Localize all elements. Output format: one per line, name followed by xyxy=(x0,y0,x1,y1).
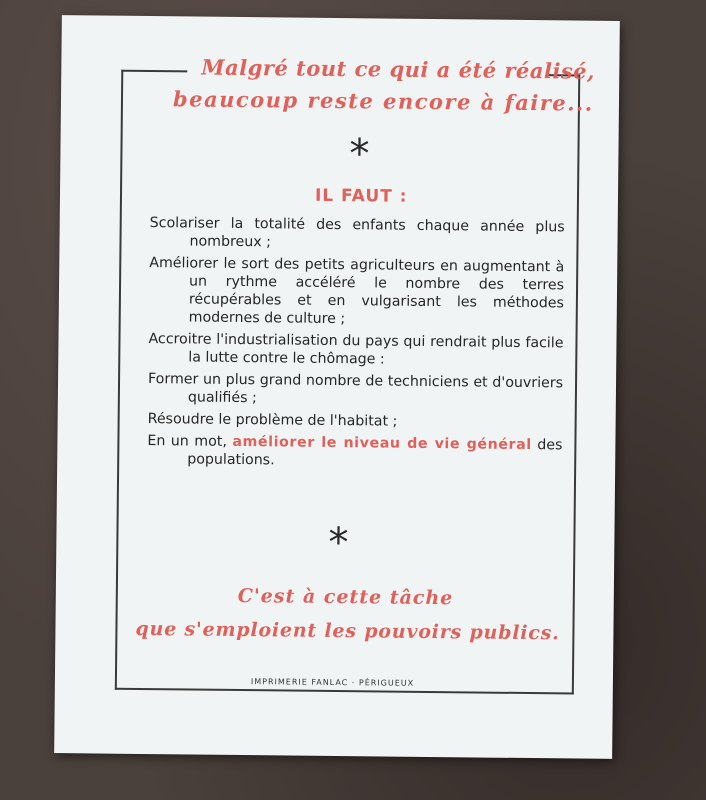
list-item: Scolariser la totalité des enfants chaque année plus nombreux ; xyxy=(149,215,565,251)
leaflet-page xyxy=(54,15,620,759)
list-item: Résoudre le problème de l'habitat ; xyxy=(147,411,398,430)
subheading-il-faut: IL FAUT : xyxy=(314,185,408,207)
headline-line-2: beaucoup reste encore à faire... xyxy=(172,86,594,116)
list-item: Former un plus grand nombre de techniciens et d'ouvriers qualifiés ; xyxy=(147,371,564,407)
objectives-list xyxy=(147,214,565,476)
list-item-summary xyxy=(147,432,562,472)
summary-suffix: des populations. xyxy=(187,437,563,469)
list-item: Améliorer le sort des petits agriculteurs en augmentant à un rythme accéléré le nombre des terres récupérables et en vulgarisant les méthodes modernes de culture ; xyxy=(149,255,565,328)
summary-highlight: améliorer le niveau de vie général xyxy=(232,433,532,454)
closing-line-2: que s'emploient les pouvoirs publics. xyxy=(135,617,560,645)
closing-line-1: C'est à cette tâche xyxy=(237,584,454,610)
summary-prefix: En un mot, xyxy=(147,433,227,450)
asterisk-separator-top: * xyxy=(349,131,370,178)
asterisk-separator-bottom: * xyxy=(328,519,349,567)
list-item: Accroitre l'industrialisation du pays qui rendrait plus facile la lutte contre le chômage : xyxy=(148,331,564,368)
headline-line-1: Malgré tout ce qui a été réalisé, xyxy=(201,54,596,84)
printer-credit: IMPRIMERIE FANLAC · PÉRIGUEUX xyxy=(250,677,415,688)
